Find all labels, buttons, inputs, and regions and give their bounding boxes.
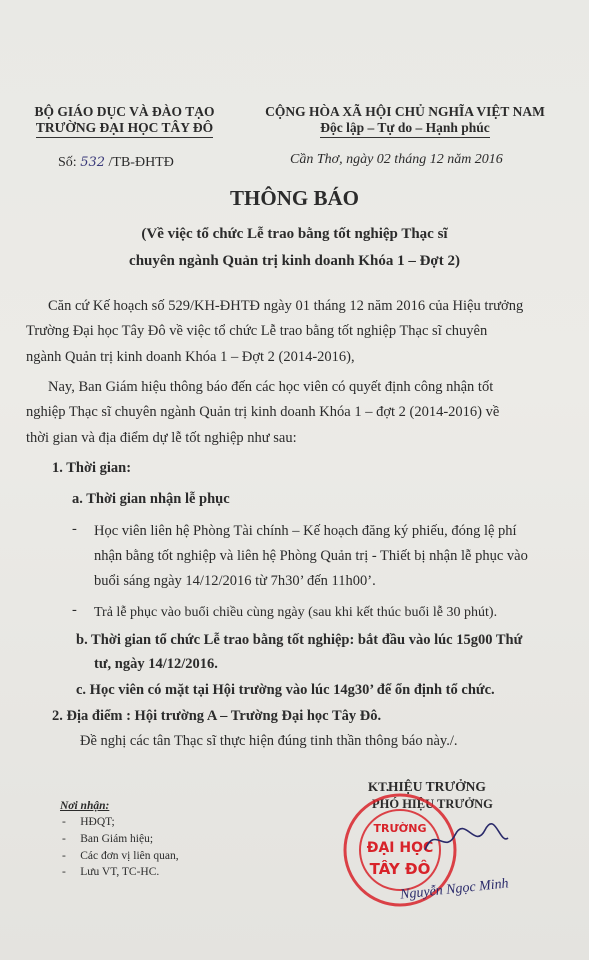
signature-title-1: HIỆU TRƯỞNG <box>388 779 486 794</box>
bullet-dash: - <box>72 521 77 537</box>
item-b-line: b. Thời gian tổ chức Lễ trao bằng tốt nghiệp: bắt đầu vào lúc 15g00 Thứ <box>76 632 523 648</box>
subtitle-line-2: chuyên ngành Quản trị kinh doanh Khóa 1 – Đợt 2) <box>129 253 460 269</box>
ministry-name: BỘ GIÁO DỤC VÀ ĐÀO TẠO <box>34 104 215 119</box>
bullet2-line: Trả lễ phục vào buổi chiều cùng ngày (sau khi kết thúc buổi lễ 30 phút). <box>94 605 498 620</box>
item-b-line: tư, ngày 14/12/2016. <box>94 656 218 672</box>
para1-line: Trường Đại học Tây Đô về việc tổ chức Lễ trao bằng tốt nghiệp Thạc sĩ chuyên <box>26 323 488 339</box>
national-motto: Độc lập – Tự do – Hạnh phúc <box>244 120 566 138</box>
signer-name: Nguyễn Ngọc Minh <box>399 876 510 903</box>
bullet1-line: buổi sáng ngày 14/12/2016 từ 7h30’ đến 11h00’. <box>94 573 376 589</box>
para1-line: ngành Quản trị kinh doanh Khóa 1 – Đợt 2 (2014-2016), <box>26 349 355 365</box>
bullet1-line: nhận bằng tốt nghiệp và liên hệ Phòng Quản trị - Thiết bị nhận lễ phục vào <box>94 548 528 564</box>
para2-line: thời gian và địa điểm dự lễ tốt nghiệp như sau: <box>26 430 297 446</box>
item-a-heading: a. Thời gian nhận lễ phục <box>72 491 230 507</box>
subtitle-line-1: (Về việc tổ chức Lễ trao bằng tốt nghiệp Thạc sĩ <box>141 226 448 242</box>
country-name: CỘNG HÒA XÃ HỘI CHỦ NGHĨA VIỆT NAM <box>265 104 545 119</box>
document-number: Số: 532 /TB-ĐHTĐ <box>58 155 174 170</box>
para1-line: Căn cứ Kế hoạch số 529/KH-ĐHTĐ ngày 01 tháng 12 năm 2016 của Hiệu trưởng <box>48 298 524 314</box>
section-time-heading: 1. Thời gian: <box>52 460 132 476</box>
item-c-line: c. Học viên có mặt tại Hội trường vào lúc 14g30’ để ổn định tổ chức. <box>76 682 495 698</box>
stamp-line-2: ĐẠI HỌC <box>366 840 434 856</box>
signature-kt: KT. <box>368 779 390 794</box>
stamp-line-3: TÂY ĐÔ <box>369 860 431 878</box>
para2-line: Nay, Ban Giám hiệu thông báo đến các học viên có quyết định công nhận tốt <box>48 379 494 395</box>
school-name-header: TRƯỜNG ĐẠI HỌC TÂY ĐÔ <box>22 120 227 138</box>
recipient-item: - Các đơn vị liên quan, <box>62 850 179 862</box>
signature-title-2: PHÓ HIỆU TRƯỞNG <box>372 797 493 811</box>
stamp-line-1: TRƯỜNG <box>373 822 427 835</box>
document-title: THÔNG BÁO <box>230 186 359 210</box>
recipient-item: - HĐQT; <box>62 816 115 828</box>
recipients-heading: Nơi nhận: <box>60 800 110 812</box>
closing-line: Đề nghị các tân Thạc sĩ thực hiện đúng tinh thần thông báo này./. <box>80 733 458 749</box>
recipient-item: - Lưu VT, TC-HC. <box>62 866 160 878</box>
recipient-item: - Ban Giám hiệu; <box>62 833 154 845</box>
section-location: 2. Địa điểm : Hội trường A – Trường Đại học Tây Đô. <box>52 708 382 724</box>
para2-line: nghiệp Thạc sĩ chuyên ngành Quản trị kinh doanh Khóa 1 – đợt 2 (2014-2016) về <box>26 404 500 420</box>
handwritten-number: 532 <box>80 155 106 170</box>
signature-scribble <box>420 820 510 860</box>
place-date: Cần Thơ, ngày 02 tháng 12 năm 2016 <box>290 152 503 167</box>
bullet1-line: Học viên liên hệ Phòng Tài chính – Kế hoạch đăng ký phiếu, đóng lệ phí <box>94 523 517 539</box>
bullet-dash: - <box>72 602 77 618</box>
